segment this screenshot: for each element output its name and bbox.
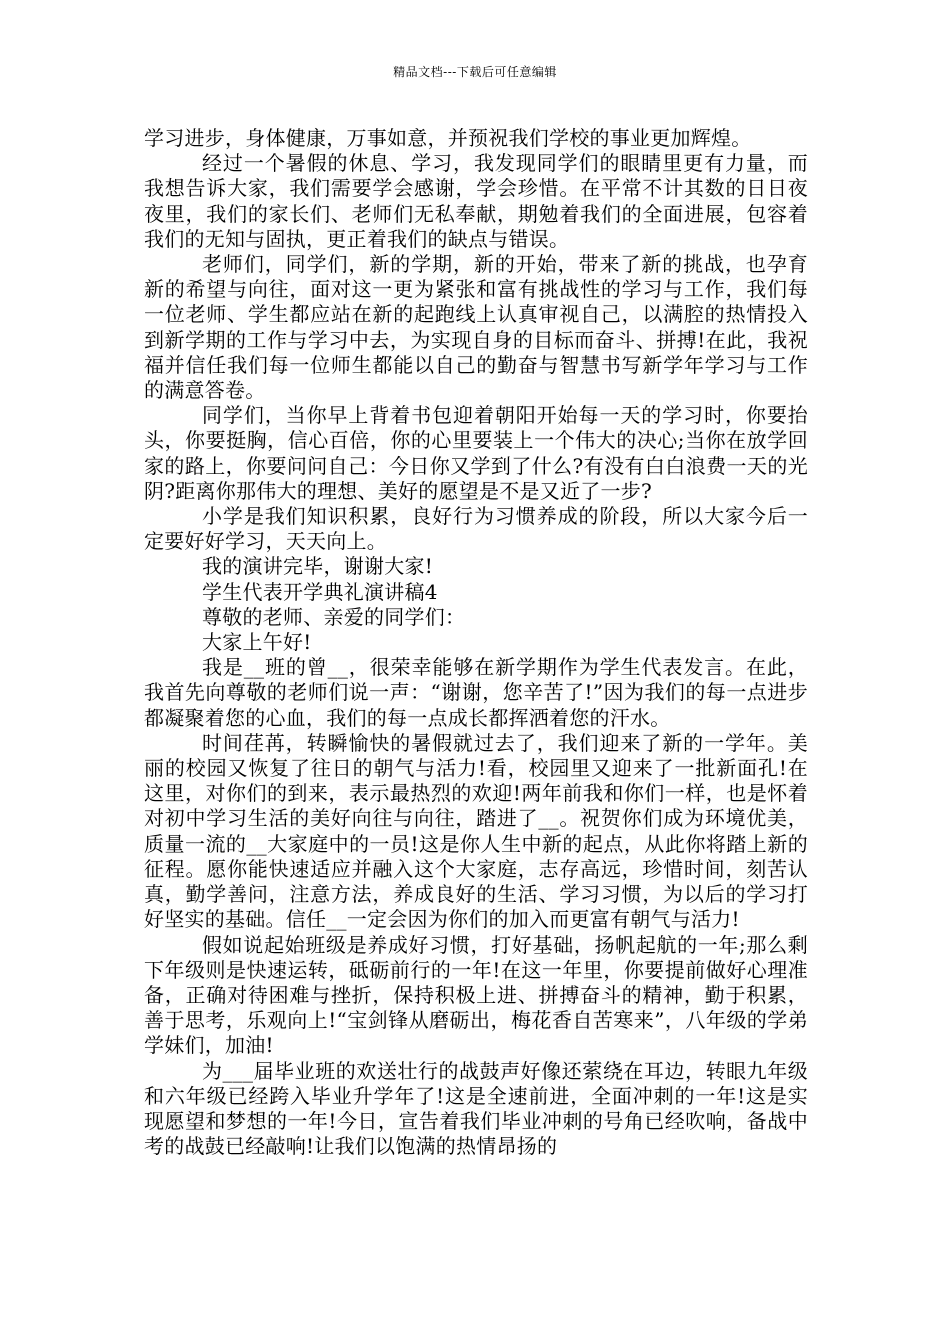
- paragraph: 为___届毕业班的欢送壮行的战鼓声好像还萦绕在耳边，转眼九年级和六年级已经跨入毕业升学年了!这是全速前进，全面冲刺的一年!这是实现愿望和梦想的一年!今日，宣告着我们毕业冲刺的号角已经吹响，备战中考的战鼓已经敲响!让我们以饱满的热情昂扬的: [144, 1058, 808, 1159]
- closing-line: 我的演讲完毕，谢谢大家!: [202, 554, 434, 579]
- speech-title: 学生代表开学典礼演讲稿4: [202, 579, 438, 604]
- paragraph: 小学是我们知识积累，良好行为习惯养成的阶段，所以大家今后一定要好好学习，天天向上。: [144, 504, 808, 554]
- paragraph: 时间荏苒，转瞬愉快的暑假就过去了，我们迎来了新的一学年。美丽的校园又恢复了往日的朝气与活力!看，校园里又迎来了一批新面孔!在这里，对你们的到来，表示最热烈的欢迎!两年前我和你们一样，也是怀着对初中学习生活的美好向往与向往，踏进了__。祝贺你们成为环境优美，质量一流的__大家庭中的一员!这是你人生中新的起点，从此你将踏上新的征程。愿你能快速适应并融入这个大家庭，志存高远，珍惜时间，刻苦认真，勤学善问，注意方法，养成良好的生活、学习习惯，为以后的学习打好坚实的基础。信任__一定会因为你们的加入而更富有朝气与活力!: [144, 730, 808, 932]
- paragraph: 学习进步，身体健康，万事如意，并预祝我们学校的事业更加辉煌。: [144, 126, 752, 150]
- paragraph: 假如说起始班级是养成好习惯，打好基础，扬帆起航的一年;那么剩下年级则是快速运转，砥砺前行的一年!在这一年里，你要提前做好心理准备，正确对待困难与挫折，保持积极上进、拼搏奋斗的精神，勤于积累，善于思考，乐观向上!“宝剑锋从磨砺出，梅花香自苦寒来”，八年级的学弟学妹们，加油!: [144, 932, 808, 1058]
- document-body: [144, 126, 808, 1159]
- paragraph: 老师们，同学们，新的学期，新的开始，带来了新的挑战，也孕育新的希望与向往，面对这一更为紧张和富有挑战性的学习与工作，我们每一位老师、学生都应站在新的起跑线上认真审视自己，以满腔的热情投入到新学期的工作与学习中去，为实现自身的目标而奋斗、拼搏!在此，我祝福并信任我们每一位师生都能以自己的勤奋与智慧书写新学年学习与工作的满意答卷。: [144, 252, 808, 403]
- paragraph: 我是__班的曾__，很荣幸能够在新学期作为学生代表发言。在此，我首先向尊敬的老师们说一声：“谢谢，您辛苦了!”因为我们的每一点进步都凝聚着您的心血，我们的每一点成长都挥洒着您的汗水。: [144, 655, 808, 730]
- paragraph: 同学们，当你早上背着书包迎着朝阳开始每一天的学习时，你要抬头，你要挺胸，信心百倍，你的心里要装上一个伟大的决心;当你在放学回家的路上，你要问问自己：今日你又学到了什么?有没有白白浪费一天的光阴?距离你那伟大的理想、美好的愿望是不是又近了一步?: [144, 403, 808, 503]
- page-header: 精品文档---下载后可任意编辑: [393, 65, 557, 79]
- greeting: 大家上午好!: [202, 630, 312, 655]
- salutation: 尊敬的老师、亲爱的同学们：: [202, 604, 466, 629]
- paragraph: 经过一个暑假的休息、学习，我发现同学们的眼睛里更有力量，而我想告诉大家，我们需要学会感谢，学会珍惜。在平常不计其数的日日夜夜里，我们的家长们、老师们无私奉献，期勉着我们的全面进展，包容着我们的无知与固执，更正着我们的缺点与错误。: [144, 151, 808, 251]
